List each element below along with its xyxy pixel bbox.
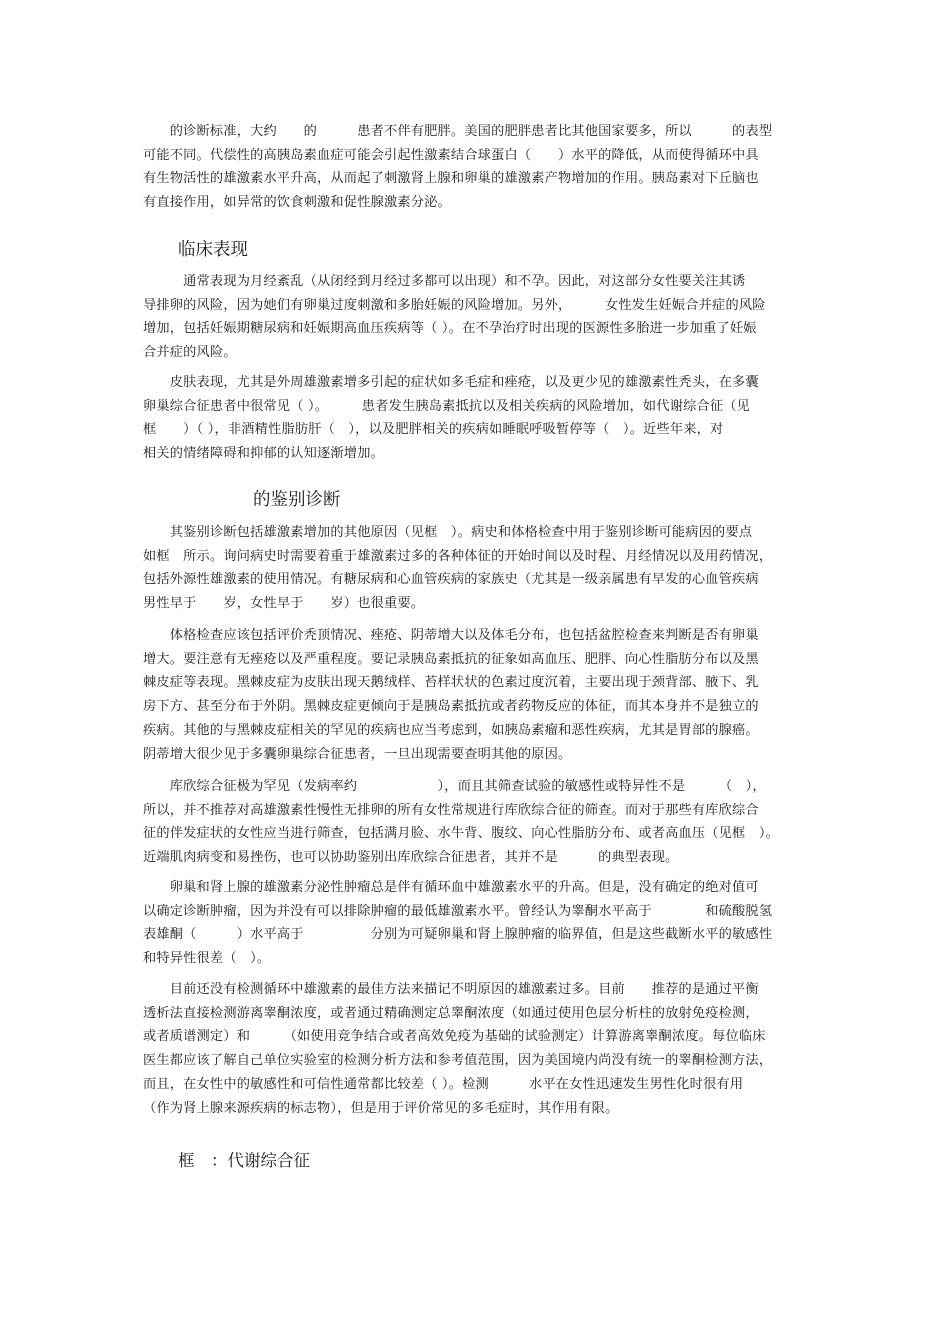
intro-line: 可能不同。代偿性的高胰岛素血症可能会引起性激素结合球蛋白（ ）水平的降低，从而使得循环中具: [143, 147, 759, 163]
intro-paragraph: [143, 120, 808, 215]
differential-paragraph-5: [143, 978, 808, 1120]
text-line: 导排卵的风险，因为她们有卵巢过度刺激和多胎妊娠的风险增加。另外， 女性发生妊娠合并症的风险: [143, 297, 766, 313]
text-line: 体格检查应该包括评价秃顶情况、痤疮、阴蒂增大以及体毛分布，也包括盆腔检查来判断是否有卵巢: [143, 628, 759, 643]
text-line: 所以，并不推荐对高雄激素性慢性无排卵的所有女性常规进行库欣综合征的筛查。而对于那些有库欣综合: [143, 802, 759, 818]
text-line: 包括外源性雄激素的使用情况。有糖尿病和心血管疾病的家族史（尤其是一级亲属患有早发的心血管疾病: [143, 572, 759, 588]
text-line: 医生都应该了解自己单位实验室的检测分析方法和参考值范围，因为美国境内尚没有统一的睾酮检测方法，: [143, 1053, 773, 1069]
text-line: 疾病。其他的与黑棘皮症相关的罕见的疾病也应当考虑到，如胰岛素瘤和恶性疾病，尤其是胃部的腺癌。: [143, 722, 759, 738]
text-line: 以确定诊断肿瘤，因为并没有可以排除肿瘤的最低雄激素水平。曾经认为睾酮水平高于 和硫酸脱氢: [143, 903, 773, 919]
box-heading: 框 ：代谢综合征: [178, 1151, 310, 1170]
text-line: 合并症的风险。: [143, 345, 237, 361]
text-line: 阴蒂增大很少见于多囊卵巢综合征患者，一旦出现需要查明其他的原因。: [143, 746, 572, 762]
text-line: 框 ）（ ），非酒精性脂肪肝（ ），以及肥胖相关的疾病如睡眠呼吸暂停等（ ）。近些年来，对: [143, 422, 724, 438]
text-line: 和特异性很差（ ）。: [143, 951, 271, 967]
differential-paragraph-4: [143, 876, 808, 971]
text-line: 表雄酮（ ）水平高于 分别为可疑卵巢和肾上腺肿瘤的临界值，但是这些截断水平的敏感性: [143, 927, 773, 943]
text-line: 近端肌肉病变和易挫伤，也可以协助鉴别出库欣综合征患者，其并不是 的典型表现。: [143, 850, 679, 866]
text-line: 棘皮症等表现。黑棘皮症为皮肤出现天鹅绒样、苔样状状的色素过度沉着，主要出现于颈背部、腋下、乳: [143, 675, 759, 691]
differential-paragraph-1: [143, 521, 808, 616]
intro-line: 有生物活性的雄激素水平升高，从而起了刺激肾上腺和卵巢的雄激素产物增加的作用。胰岛素对下丘脑也: [143, 171, 759, 187]
text-line: （作为肾上腺来源疾病的标志物），但是用于评价常见的多毛症时，其作用有限。: [143, 1100, 619, 1116]
intro-line: 有直接作用，如异常的饮食刺激和促性腺激素分泌。: [143, 195, 451, 211]
text-line: 库欣综合征极为罕见（发病率约 ），而且其筛查试验的敏感性或特异性不是 （ ），: [143, 779, 766, 794]
text-line: 而且，在女性中的敏感性和可信性通常都比较差（ ）。检测 水平在女性迅速发生男性化时很有用: [143, 1076, 744, 1092]
text-line: 相关的情绪障碍和抑郁的认知逐渐增加。: [143, 446, 384, 462]
clinical-paragraph-1: [143, 270, 808, 365]
text-line: 卵巢综合征患者中很常见（ ）。 患者发生胰岛素抵抗以及相关疾病的风险增加，如代谢综合征（见: [143, 398, 751, 414]
text-line: 卵巢和肾上腺的雄激素分泌性肿瘤总是伴有循环血中雄激素水平的升高。但是，没有确定的绝对值可: [143, 880, 759, 895]
text-line: 或者质谱测定）和 （如使用竞争结合或者高效免疫为基础的试验测定）计算游离睾酮浓度。每位临床: [143, 1029, 766, 1045]
text-line: 征的伴发症状的女性应当进行筛查，包括满月脸、水牛背、腹纹、向心性脂肪分布、或者高血压（见框 ）。: [143, 826, 779, 842]
differential-heading: 的鉴别诊断: [253, 490, 341, 510]
text-line: 房下方、甚至分布于外阴。黑棘皮症更倾向于是胰岛素抵抗或者药物反应的体征，而其本身并不是独立的: [143, 699, 759, 715]
text-line: 皮肤表现，尤其是外周雄激素增多引起的症状如多毛症和痤疮，以及更少见的雄激素性秃头，在多囊: [143, 375, 759, 390]
text-line: 如框 所示。询问病史时需要着重于雄激素过多的各种体征的开始时间以及时程、月经情况以及用药情况，: [143, 548, 773, 564]
text-line: 透析法直接检测游离睾酮浓度，或者通过精确测定总睾酮浓度（如通过使用色层分析柱的放射免疫检测，: [143, 1005, 759, 1021]
differential-paragraph-3: [143, 775, 808, 870]
intro-line: 的诊断标准，大约 的 患者不伴有肥胖。美国的肥胖患者比其他国家要多，所以 的表型: [143, 124, 773, 139]
text-line: 增大。要注意有无痤疮以及严重程度。要记录胰岛素抵抗的征象如高血压、肥胖、向心性脂肪分布以及黑: [143, 651, 759, 667]
text-line: 目前还没有检测循环中雄激素的最佳方法来描记不明原因的雄激素过多。目前 推荐的是通过平衡: [143, 982, 759, 997]
text-line: 通常表现为月经紊乱（从闭经到月经过多都可以出现）和不孕。因此，对这部分女性要关注其诱: [143, 274, 746, 289]
differential-paragraph-2: [143, 624, 808, 766]
text-line: 其鉴别诊断包括雄激素增加的其他原因（见框 ）。病史和体格检查中用于鉴别诊断可能病因的要点: [143, 525, 753, 540]
text-line: 男性早于 岁，女性早于 岁）也很重要。: [143, 596, 425, 612]
text-line: 增加，包括妊娠期糖尿病和妊娠期高血压疾病等（ ）。在不孕治疗时出现的医源性多胎进一步加重了妊娠: [143, 321, 757, 337]
clinical-heading: 临床表现: [178, 240, 248, 260]
clinical-paragraph-2: [143, 371, 808, 466]
